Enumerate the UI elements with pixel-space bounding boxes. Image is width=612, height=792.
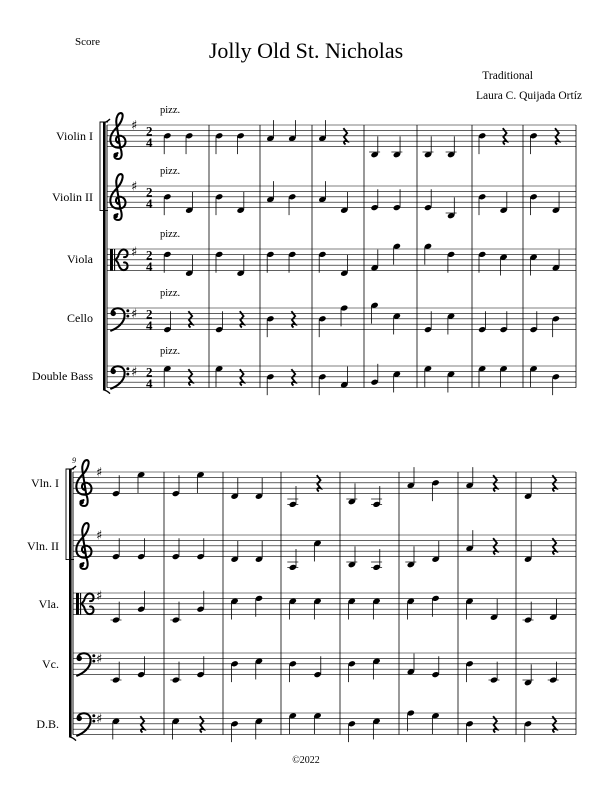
quarter-note [465, 720, 473, 742]
instrument-abbr-cello: Vc. [42, 657, 59, 671]
quarter-note [499, 311, 507, 333]
quarter-note [266, 251, 274, 273]
quarter-note [255, 595, 263, 617]
quarter-note [163, 311, 171, 333]
quarter-note [370, 302, 378, 324]
system-bracket [69, 470, 72, 737]
bass-clef-icon [111, 366, 130, 388]
quarter-note [447, 371, 455, 393]
quarter-note [215, 251, 223, 273]
quarter-note [172, 475, 180, 497]
clef-dot [126, 367, 129, 370]
quarter-note [407, 467, 415, 489]
quarter-note [447, 251, 455, 273]
staff-vc- [73, 652, 576, 686]
copyright: ©2022 [292, 755, 320, 766]
instrument-abbr-violin-2: Vln. II [27, 539, 59, 553]
quarter-note [524, 602, 532, 624]
measure-16 [523, 599, 558, 624]
staff-vln-ii [107, 174, 576, 220]
quarter-note [372, 658, 380, 680]
quarter-note [236, 255, 244, 277]
measure-13 [348, 598, 381, 620]
measure-10 [172, 716, 204, 739]
quarter-note [289, 712, 297, 734]
quarter-note [529, 132, 537, 154]
quarter-note [490, 599, 498, 621]
quarter-note [340, 255, 348, 277]
quarter-note [552, 373, 560, 395]
system-2 [66, 460, 576, 742]
measure-6 [424, 311, 455, 334]
quarter-note [288, 251, 296, 273]
quarter-note [424, 243, 432, 265]
quarter-note [255, 658, 263, 680]
staff-vc- [107, 302, 576, 337]
quarter-note [112, 602, 120, 624]
quarter-note [318, 251, 326, 273]
time-signature-unit: 4 [146, 318, 153, 334]
quarter-note [549, 599, 557, 621]
quarter-note [465, 598, 473, 620]
measure-13 [346, 546, 382, 571]
quarter-note [318, 120, 326, 142]
clef-bar [76, 593, 79, 615]
staff-vla- [73, 589, 576, 623]
technique-violin-1: pizz. [160, 105, 181, 116]
quarter-note [196, 538, 204, 560]
quarter-note [137, 591, 145, 613]
time-signature-beats: 2 [146, 306, 153, 322]
measure-10 [170, 591, 204, 624]
quarter-note [465, 530, 473, 552]
quarter-note [424, 136, 432, 158]
quarter-note [215, 193, 223, 215]
staff-vla- [107, 243, 576, 277]
instrument-abbr-double-bass: D.B. [36, 717, 59, 731]
measure-16 [523, 662, 559, 687]
clef-bar [110, 249, 113, 271]
quarter-note [431, 595, 439, 617]
measure-16 [524, 538, 556, 563]
measure-12 [287, 540, 321, 571]
clef-dot [113, 153, 118, 158]
quarter-note [431, 479, 439, 501]
time-signature-beats: 2 [146, 123, 153, 139]
measure-10 [170, 656, 204, 683]
clef-dot [113, 214, 118, 219]
quarter-note [230, 478, 238, 500]
quarter-note [424, 365, 432, 387]
measure-6 [424, 243, 455, 273]
instrument-name-viola: Viola [67, 252, 93, 266]
clef-dot [126, 315, 129, 318]
measure-9 [112, 716, 144, 739]
quarter-note [372, 486, 380, 508]
measure-13 [348, 658, 381, 683]
quarter-note [490, 662, 498, 684]
quarter-note [447, 313, 455, 335]
quarter-note [552, 250, 560, 272]
quarter-note [215, 311, 223, 333]
measure-6 [423, 136, 457, 158]
measure-16 [524, 475, 556, 500]
quarter-note [313, 712, 321, 734]
technique-violin-2: pizz. [160, 166, 181, 177]
quarter-note [370, 364, 378, 386]
quarter-note [393, 313, 401, 335]
quarter-note [255, 541, 263, 563]
quarter-note [524, 541, 532, 563]
quarter-note [236, 132, 244, 154]
quarter-note [393, 243, 401, 265]
quarter-note [266, 315, 274, 337]
quarter-note [266, 181, 274, 203]
page-title: Jolly Old St. Nicholas [208, 38, 404, 63]
quarter-note [313, 540, 321, 562]
clef-dot [92, 720, 95, 723]
quarter-note [424, 311, 432, 333]
measure-number: 9 [72, 456, 76, 465]
time-signature-beats: 2 [146, 184, 153, 200]
instrument-name-violin-1: Violin I [56, 129, 93, 143]
quarter-note [348, 483, 356, 505]
quarter-note [407, 709, 415, 731]
quarter-note [447, 136, 455, 158]
quarter-note [137, 538, 145, 560]
quarter-note [112, 662, 120, 684]
measure-3 [266, 120, 296, 142]
clef-dot [79, 563, 84, 568]
time-signature-beats: 2 [146, 247, 153, 263]
bass-clef-icon [77, 653, 96, 675]
measure-12 [287, 475, 320, 508]
quarter-note [172, 538, 180, 560]
quarter-note [370, 189, 378, 211]
measure-15 [465, 467, 496, 491]
sharp-icon: ♯ [96, 589, 103, 605]
measure-14 [405, 541, 439, 568]
quarter-note [215, 365, 223, 387]
measure-6 [424, 189, 457, 219]
quarter-note [431, 712, 439, 734]
quarter-note [424, 189, 432, 211]
measure-11 [230, 658, 263, 683]
time-signature-unit: 4 [146, 196, 153, 212]
measure-12 [289, 712, 322, 734]
quarter-note [393, 189, 401, 211]
quarter-note [499, 365, 507, 387]
quarter-note [230, 598, 238, 620]
instrument-name-violin-2: Violin II [52, 190, 93, 204]
quarter-note [529, 311, 537, 333]
sharp-icon: ♯ [131, 306, 138, 322]
quarter-note [230, 660, 238, 682]
time-signature-unit: 4 [146, 135, 153, 151]
measure-2 [215, 192, 245, 215]
instrument-name-cello: Cello [67, 311, 93, 325]
quarter-note [172, 662, 180, 684]
measure-4 [318, 367, 348, 396]
quarter-note [529, 254, 537, 276]
measure-4 [318, 120, 347, 144]
quarter-note [185, 192, 193, 214]
quarter-note [289, 598, 297, 620]
instrument-abbr-violin-1: Vln. I [31, 476, 59, 490]
quarter-note [266, 373, 274, 395]
measure-7 [478, 192, 508, 215]
quarter-note [478, 132, 486, 154]
quarter-note [196, 591, 204, 613]
quarter-note [236, 192, 244, 214]
quarter-note [370, 250, 378, 272]
bracket-bottom-curl [103, 390, 110, 394]
clef-dot [77, 656, 82, 661]
arranger: Laura C. Quijada Ortíz [475, 90, 582, 102]
quarter-note [340, 367, 348, 389]
time-signature-unit: 4 [146, 376, 153, 392]
quarter-note [318, 315, 326, 337]
measure-15 [465, 530, 496, 554]
sharp-icon: ♯ [96, 465, 103, 481]
quarter-note [163, 193, 171, 215]
quarter-note [524, 720, 532, 742]
time-signature-unit: 4 [146, 259, 153, 275]
measure-8 [529, 250, 560, 276]
quarter-note [163, 251, 171, 273]
quarter-note [478, 311, 486, 333]
quarter-note [340, 304, 348, 326]
measure-9 [112, 471, 145, 497]
quarter-note [348, 598, 356, 620]
staff-d-b- [107, 364, 576, 395]
quarter-note [318, 181, 326, 203]
measure-4 [318, 304, 348, 337]
quarter-note [499, 192, 507, 214]
technique-double-bass: pizz. [160, 346, 181, 357]
measure-1 [163, 192, 193, 215]
instrument-abbr-viola: Vla. [38, 597, 59, 611]
bracket-bottom-curl [69, 737, 76, 741]
staff-d-b- [73, 709, 576, 742]
quarter-note [348, 546, 356, 568]
sharp-icon: ♯ [96, 711, 103, 727]
clef-dot [92, 654, 95, 657]
quarter-note [372, 718, 380, 740]
measure-6 [424, 365, 455, 392]
quarter-note [185, 255, 193, 277]
measure-9 [111, 656, 146, 683]
quarter-note [318, 373, 326, 395]
quarter-note [163, 365, 171, 387]
quarter-note [478, 251, 486, 273]
measure-5 [370, 243, 401, 272]
quarter-note [112, 718, 120, 740]
quarter-note [185, 132, 193, 154]
measure-9 [111, 591, 146, 624]
quarter-note [137, 471, 145, 493]
clef-dot [92, 714, 95, 717]
clef-dot [126, 309, 129, 312]
bass-clef-icon [111, 308, 130, 330]
quarter-note [348, 660, 356, 682]
quarter-note [230, 720, 238, 742]
quarter-note [196, 471, 204, 493]
clef-dot [111, 311, 116, 316]
quarter-note [255, 478, 263, 500]
system-bracket [103, 123, 106, 390]
quarter-note [529, 365, 537, 387]
quarter-note [499, 254, 507, 276]
measure-5 [369, 136, 402, 158]
quarter-note [549, 662, 557, 684]
instrument-name-double-bass: Double Bass [32, 369, 93, 383]
quarter-note [215, 132, 223, 154]
quarter-note [172, 718, 180, 740]
measure-2 [215, 365, 244, 387]
clef-dot [111, 369, 116, 374]
measure-10 [172, 471, 205, 497]
quarter-note [313, 598, 321, 620]
quarter-note [372, 598, 380, 620]
quarter-note [465, 660, 473, 682]
quarter-note [552, 315, 560, 337]
technique-cello: pizz. [160, 288, 181, 299]
quarter-note [340, 192, 348, 214]
quarter-note [552, 192, 560, 214]
quarter-note [393, 371, 401, 393]
technique-viola: pizz. [160, 229, 181, 240]
clef-dot [77, 716, 82, 721]
measure-4 [318, 251, 348, 277]
quarter-note [529, 193, 537, 215]
sharp-icon: ♯ [96, 651, 103, 667]
clef-dot [92, 660, 95, 663]
measure-11 [230, 478, 263, 500]
staff-vln-i [73, 460, 576, 508]
quarter-note [524, 664, 532, 686]
quarter-note [288, 193, 296, 215]
quarter-note [478, 193, 486, 215]
sharp-icon: ♯ [131, 364, 138, 380]
measure-8 [529, 192, 560, 215]
quarter-note [289, 660, 297, 682]
quarter-note [266, 120, 274, 142]
quarter-note [313, 656, 321, 678]
measure-12 [289, 598, 322, 620]
measure-13 [348, 718, 381, 743]
quarter-note [393, 136, 401, 158]
quarter-note [112, 538, 120, 560]
measure-11 [230, 541, 263, 563]
quarter-note [255, 718, 263, 740]
quarter-note [372, 549, 380, 571]
composer: Traditional [482, 70, 533, 82]
measure-13 [346, 483, 382, 508]
measure-2 [215, 251, 245, 277]
measure-7 [478, 365, 508, 387]
quarter-note [431, 656, 439, 678]
quarter-note [478, 365, 486, 387]
clef-dot [79, 500, 84, 505]
quarter-note [112, 475, 120, 497]
staff-vln-ii [73, 523, 576, 571]
quarter-note [289, 549, 297, 571]
sharp-icon: ♯ [131, 245, 138, 261]
quarter-note [447, 197, 455, 219]
quarter-note [431, 541, 439, 563]
sharp-icon: ♯ [96, 528, 103, 544]
quarter-note [465, 467, 473, 489]
score-label: Score [75, 36, 101, 48]
quarter-note [370, 136, 378, 158]
quarter-note [524, 478, 532, 500]
quarter-note [163, 132, 171, 154]
sharp-icon: ♯ [131, 179, 138, 195]
time-signature-beats: 2 [146, 364, 153, 380]
measure-11 [230, 718, 263, 743]
measure-1 [163, 251, 193, 277]
quarter-note [407, 598, 415, 620]
quarter-note [196, 656, 204, 678]
clef-dot [126, 373, 129, 376]
quarter-note [407, 654, 415, 676]
sharp-icon: ♯ [131, 118, 138, 134]
quarter-note [289, 486, 297, 508]
quarter-note [230, 541, 238, 563]
quarter-note [172, 602, 180, 624]
staff-vln-i [107, 113, 576, 159]
measure-5 [370, 364, 401, 393]
quarter-note [137, 656, 145, 678]
bass-clef-icon [77, 713, 96, 735]
measure-8 [529, 365, 560, 395]
quarter-note [348, 720, 356, 742]
quarter-note [407, 546, 415, 568]
measure-1 [163, 365, 192, 387]
quarter-note [288, 120, 296, 142]
